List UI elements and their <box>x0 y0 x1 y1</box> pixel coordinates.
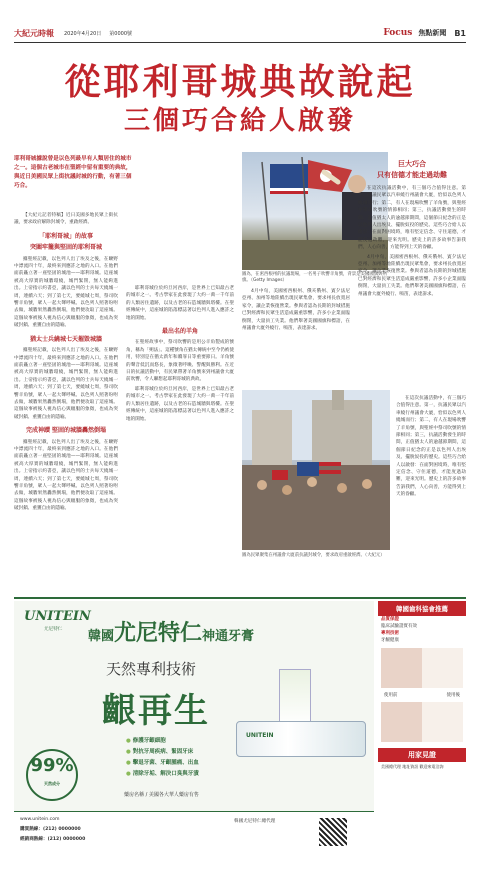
before-after-labels <box>378 692 466 698</box>
side-panel-address: 美國總代理 地址資訊 歡迎來電洽詢 <box>381 764 444 769</box>
ad-website-link[interactable]: www.unitein.com <box>20 817 60 822</box>
toothpaste-advertisement[interactable] <box>14 597 466 857</box>
ad-headline-suffix: 神通牙膏 <box>202 629 255 644</box>
ad-product-name: 齦再生 <box>102 691 210 731</box>
lead-paragraph: 耶利哥城據說曾是以色列最早有人類居住的城市之一。這個古老城市在聖經中留有重要的典故，與近日美國民眾上街抗議封城的行動，有著三個巧合。 <box>14 156 132 189</box>
body-text: 4月中旬，美國密西根州、俄亥俄州、賓夕法尼亞州、加州等地陸續出現民眾集會，要求州長放寬居家令，讓企業恢復營業。參與者認為長期的封城措施已對經濟和民眾生活造成嚴重影響，許多小企業面臨倒閉，大量員工失業。他們舉著美國國旗和標語，在州議會大廈外繞行、鳴笛，表達訴求。 <box>358 254 466 297</box>
percent-label: 天然成分 <box>44 781 60 786</box>
body-text: 在這次抗議活動中，有三個巧合值得注意。第一，抗議民眾以汽車繞行州議會大廈，恰似以色列人繞城而行；第二，有人在現場吹響了羊角號，與聖經中祭司吹號的情節相同；第三，抗議活動發生的時間，正值猶太人的逾越節期間，這個節日紀念的正是以色列人出埃及、擺脫奴役的歷史。這些巧合給人以啟發：在面對困境時，唯有堅定信念、守住道德，才能度過劫難，迎來光明。歷史上的許多故事告訴我們，人心向善，方能得到上天的眷顧。 <box>358 186 466 251</box>
crowd-photo <box>242 390 390 550</box>
ad-brand-logo: UNITEIN <box>24 609 91 624</box>
ad-phone-1: 購買熱線：(212) 0000000 <box>20 827 81 832</box>
ad-side-panel <box>378 601 466 857</box>
section-heading-5: 巨大巧合 <box>398 160 426 168</box>
ad-phone-2: 經銷商熱線：(212) 0000000 <box>20 837 86 842</box>
page-number: B1 <box>454 28 466 38</box>
before-label: 使用前 <box>384 693 398 698</box>
before-after-teeth-image-2 <box>381 702 463 742</box>
article-column-4 <box>358 155 466 387</box>
ad-pharmacy-line: 藥房名稱 / 美國各大華人藥房有售 <box>124 792 199 798</box>
tube-label: UNITEIN <box>246 732 274 739</box>
masthead <box>14 24 466 43</box>
benefit-item: ● 擊退牙菌、牙齦腫痛、出血 <box>126 758 199 769</box>
side-panel-line: 專利技術 <box>381 631 399 636</box>
body-text: 據聖經記載，以色列人出了埃及之後，在曠野中漂流四十年，最終來到應許之地的入口。在他們面前矗立著一座堅固的城池——耶利哥城。這座城被高大厚實的城牆環繞，城門緊閉，無人能夠進出。上帝指示約書亞，讓以色列的士兵每天繞城一周，連續六天；到了第七天，要繞城七周，祭司吹響羊角號，眾人一起大聲呼喊。以色列人照著吩咐去做，城牆果然轟然倒塌，他們便攻取了這座城。這個故事被後人視為信心與順服的象徵，也成為突破封鎖、重獲自由的隱喻。 <box>14 348 118 420</box>
section-heading-1b: 突圍牢籠與堅固的耶利哥城 <box>29 244 102 252</box>
crowd-photo-art <box>242 390 390 550</box>
side-panel-line: 牙齦健康 <box>381 638 399 643</box>
product-box-image <box>279 669 311 727</box>
ad-headline <box>88 616 254 647</box>
body-text: 在聖經故事中，祭司吹響的是用公羊角製成的號角，稱為「朔法」。這種號角在猶太傳統中至今仍被使用，特別是在猶太新年和贖罪日等重要節日。羊角號的聲音低沉而悠長，象徵著呼喚、警醒與勝利。在近日的抗議活動中，有民眾帶著羊角號來到州議會大廈前吹響，令人聯想起耶利哥城的典故。 <box>126 340 234 383</box>
article-column-1 <box>14 212 118 587</box>
body-text: 據聖經記載，以色列人出了埃及之後，在曠野中漂流四十年，最終來到應許之地的入口。在他們面前矗立著一座堅固的城池——耶利哥城。這座城被高大厚實的城牆環繞，城門緊閉，無人能夠進出。上帝指示約書亞，讓以色列的士兵每天繞城一周，連續六天；到了第七天，要繞城七周，祭司吹響羊角號，眾人一起大聲呼喊。以色列人照著吩咐去做，城牆果然轟然倒塌，他們便攻取了這座城。這個故事被後人視為信心與順服的象徵，也成為突破封鎖、重獲自由的隱喻。 <box>14 439 118 512</box>
subheadline: 三個巧合給人啟發 <box>123 106 356 136</box>
benefit-item: ● 對抗牙周疾病、緊固牙床 <box>126 747 199 758</box>
percent-value: 99% <box>30 755 74 776</box>
side-panel-title: 韓國齒科協會推薦 <box>378 601 466 616</box>
ad-headline-name: 尤尼特仁 <box>114 620 203 646</box>
newspaper-logo: 大紀元時報 <box>14 27 54 38</box>
section-heading-3: 完成神蹟 堅固的城牆轟然倒塌 <box>25 427 107 435</box>
ad-footer <box>14 811 374 858</box>
qr-code-icon <box>319 818 347 846</box>
side-panel-line: 臨床試驗證實有效 <box>381 624 417 629</box>
body-text: 據聖經記載，以色列人出了埃及之後，在曠野中漂流四十年，最終來到應許之地的入口。在他們面前矗立著一座堅固的城池——耶利哥城。這座城被高大厚實的城牆環繞，城門緊閉，無人能夠進出。上帝指示約書亞，讓以色列的士兵每天繞城一周，連續六天；到了第七天，要繞城七周，祭司吹響羊角號，眾人一起大聲呼喊。以色列人照著吩咐去做，城牆果然轟然倒塌，他們便攻取了這座城。這個故事被後人視為信心與順服的象徵，也成為突破封鎖、重獲自由的隱喻。 <box>14 256 118 329</box>
section-heading-2: 猶太士兵繞城七天摧毀城牆 <box>29 335 102 343</box>
before-after-teeth-image <box>381 648 463 688</box>
issue-number: 第0000號 <box>109 30 133 37</box>
section-heading-4: 最出名的羊角 <box>161 328 198 336</box>
testimonial-banner: 用家見證 <box>378 748 466 762</box>
section-heading-1: 「耶利哥城」的故事 <box>38 232 93 240</box>
section-heading-5b: 只有信德才能走過劫難 <box>377 171 447 179</box>
headline: 從耶利哥城典故說起 <box>64 61 416 103</box>
article-column-5 <box>396 395 466 587</box>
body-text: 在這次抗議活動中，有三個巧合值得注意。第一，抗議民眾以汽車繞行州議會大廈，恰似以色列人繞城而行；第二，有人在現場吹響了羊角號，與聖經中祭司吹號的情節相同；第三，抗議活動發生的時間，正值猶太人的逾越節期間，這個節日紀念的正是以色列人出埃及、擺脫奴役的歷史。這些巧合給人以啟發：在面對困境時，唯有堅定信念、守住道德，才能度過劫難，迎來光明。歷史上的許多故事告訴我們，人心向善，方能得到上天的眷顧。 <box>396 396 466 498</box>
focus-label: Focus <box>383 28 413 38</box>
natural-percent-badge <box>26 749 78 801</box>
article-column-3 <box>242 288 350 383</box>
after-label: 使用後 <box>446 693 460 698</box>
article-column-2 <box>126 285 234 587</box>
body-text: 耶利哥城位於約旦河西岸，是世界上已知最古老的城市之一。考古學家在此發現了大約一萬一千年前的人類居住遺跡，以及古老的石造城牆與塔樓。在聖經傳統中，這座城的陷落標誌著以色列人進入應許之地的開始。 <box>126 386 234 422</box>
benefit-item: ● 修護牙齦細胞 <box>126 736 199 747</box>
side-panel-line: 品質保證 <box>381 617 399 622</box>
section-label: 焦點新聞 <box>418 29 447 37</box>
photo2-caption: 圖為民眾聚集在州議會大廈前抗議封城令，要求政府重啟經濟。（大紀元） <box>242 553 385 558</box>
photo1-caption: 圖為，在密西根州的抗議現場，一名男子吹響羊角號，背景是美國國旗與州旗。（Getty Images） <box>242 272 387 283</box>
intro-text: 【大紀元記者特稿】近日美國多地民眾上街抗議，要求政府解除封城令，重啟經濟。 <box>14 213 118 226</box>
toothpaste-tube-image <box>236 721 366 757</box>
benefit-item: ● 清除牙垢、解決口臭與牙漬 <box>126 769 199 780</box>
body-text: 4月中旬，美國密西根州、俄亥俄州、賓夕法尼亞州、加州等地陸續出現民眾集會，要求州長放寬居家令，讓企業恢復營業。參與者認為長期的封城措施已對經濟和民眾生活造成嚴重影響，許多小企業面臨倒閉，大量員工失業。他們舉著美國國旗和標語，在州議會大廈外繞行、鳴笛，表達訴求。 <box>242 289 350 332</box>
issue-date: 2020年4月20日 <box>64 30 102 37</box>
body-text: 耶利哥城位於約旦河西岸，是世界上已知最古老的城市之一。考古學家在此發現了大約一萬一千年前的人類居住遺跡，以及古老的石造城牆與塔樓。在聖經傳統中，這座城的陷落標誌著以色列人進入應許之地的開始。 <box>126 286 234 321</box>
ad-contact: 韓國尤尼特仁總代理 <box>234 819 276 824</box>
ad-headline-prefix: 韓國 <box>88 629 115 644</box>
ad-tech-label: 天然專利技術 <box>106 660 197 678</box>
ad-brand-chinese: 尤尼特仁 <box>44 627 63 632</box>
ad-benefits-list <box>126 736 199 780</box>
ad-main-panel <box>14 601 374 857</box>
